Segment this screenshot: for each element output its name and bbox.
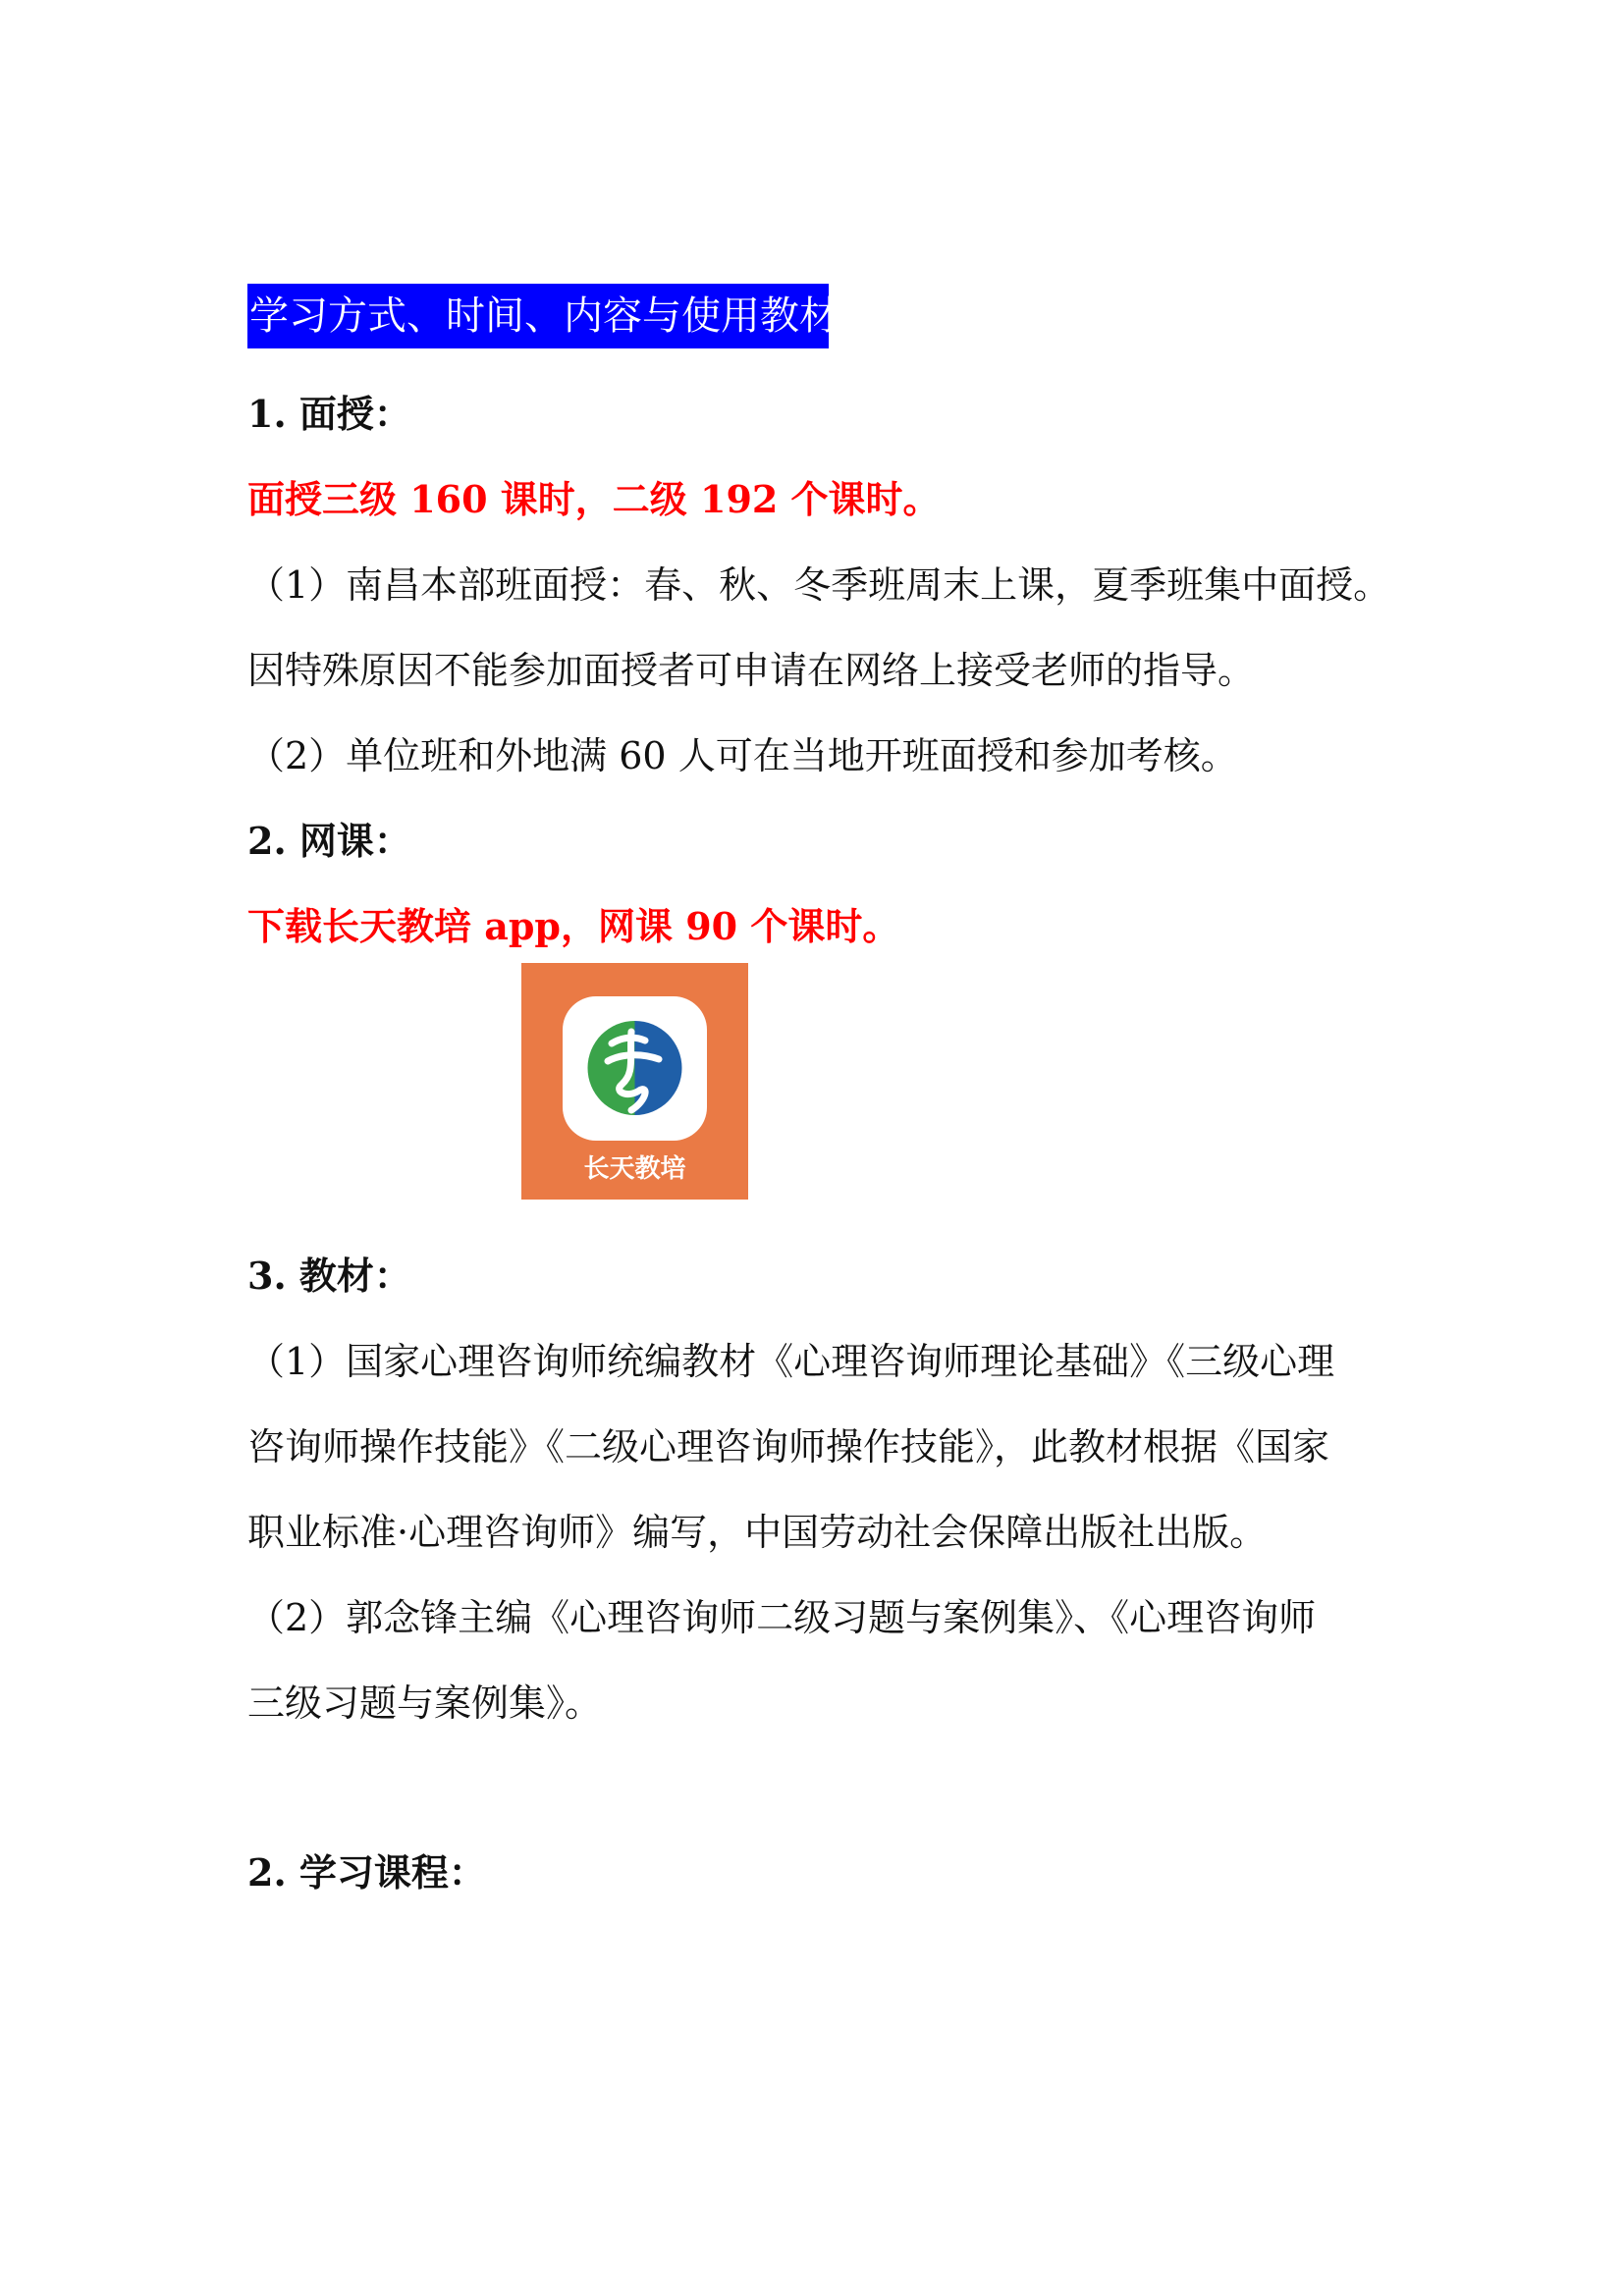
textbooks-item2-line2: 三级习题与案例集》。 <box>247 1682 603 1725</box>
textbooks-item1-line2: 咨询师操作技能》《二级心理咨询师操作技能》，此教材根据《国家 <box>247 1425 1330 1468</box>
textbooks-item2-line1: （2）郭念锋主编《心理咨询师二级习题与案例集》、《心理咨询师 <box>247 1596 1317 1639</box>
textbooks-item1-line3: 职业标准·心理咨询师》编写，中国劳动社会保障出版社出版。 <box>247 1511 1268 1554</box>
face-to-face-hours: 面授三级 160 课时，二级 192 个课时。 <box>247 477 941 521</box>
app-name-label: 长天教培 <box>583 1154 686 1184</box>
face-to-face-heading: 1. 面授： <box>247 392 411 436</box>
section-title: 学习方式、时间、内容与使用教材 <box>247 284 829 348</box>
online-heading: 2. 网课： <box>247 819 411 863</box>
textbooks-heading: 3. 教材： <box>247 1254 411 1298</box>
online-note: 下载长天教培 app，网课 90 个课时。 <box>247 904 900 948</box>
face-to-face-item1-line2: 因特殊原因不能参加面授者可申请在网络上接受老师的指导。 <box>247 649 1256 692</box>
face-to-face-item2: （2）单位班和外地满 60 人可在当地开班面授和参加考核。 <box>247 734 1238 777</box>
courses-heading: 2. 学习课程： <box>247 1850 486 1895</box>
app-icon <box>521 963 748 1200</box>
face-to-face-item1-line1: （1）南昌本部班面授：春、秋、冬季班周末上课，夏季班集中面授。 <box>247 563 1391 607</box>
textbooks-item1-line1: （1）国家心理咨询师统编教材《心理咨询师理论基础》《三级心理 <box>247 1340 1335 1383</box>
